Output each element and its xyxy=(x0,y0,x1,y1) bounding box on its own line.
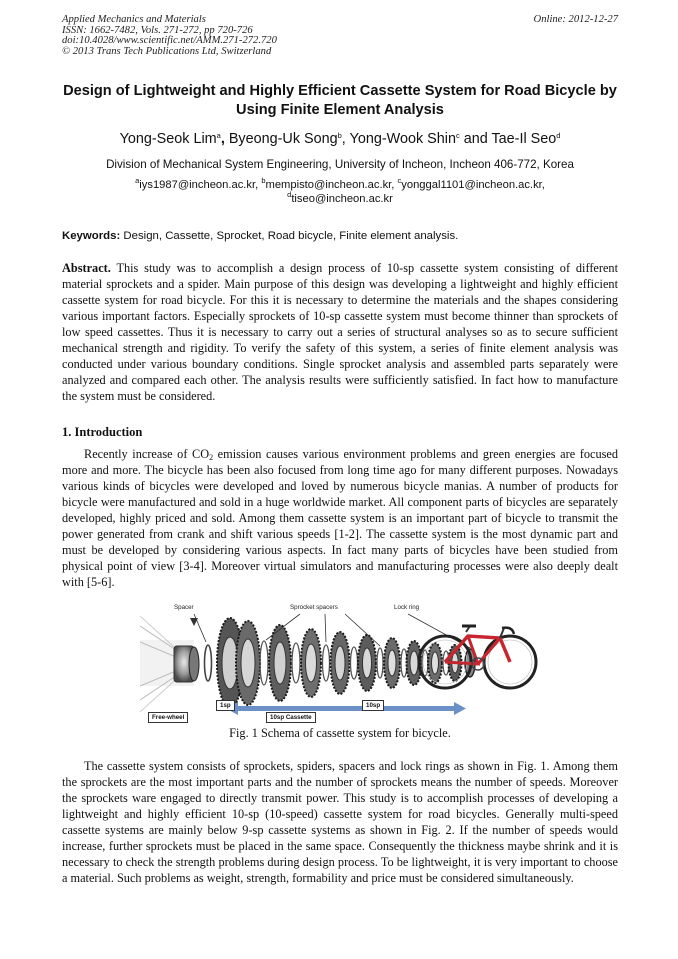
journal-name: Applied Mechanics and Materials xyxy=(62,14,206,25)
email-sup: b xyxy=(261,176,266,185)
label-10sp: 10sp xyxy=(362,700,384,711)
author-name: Tae-Il Seo xyxy=(491,131,557,147)
figure-caption: Fig. 1 Schema of cassette system for bicycle. xyxy=(229,726,451,740)
keywords-text: Design, Cassette, Sprocket, Road bicycle, Finite element analysis. xyxy=(123,230,459,242)
email-address[interactable]: iys1987@incheon.ac.kr xyxy=(139,179,256,191)
author-sup: b xyxy=(337,131,342,140)
intro-paragraph-2: The cassette system consists of sprockets, spiders, spacers and lock rings as shown in Fig. 1. Among them the sprockets are the most important parts and the number of sprockets means the number of speeds. Moreover the sprockets ware engaged to directly transmit power. This study is to accomplish processes of developing a lightweight and highly efficient 10-sp (10-speed) cassette system for road bicycles. Generally multi-speed cassette systems are mainly below 9-sp cassette systems as shown in Fig. 2. If the number of speeds would increase, further sprockets must be placed in the same space. Consequently the thickness maybe shrink and it is necessary to check the strength problems during design process. To be lightweight, it is very important to choose a material. Such problems as weight, strength, formability and price must be considered simultaneously. xyxy=(62,759,618,885)
author-list xyxy=(62,130,618,148)
label-lock-ring: Lock ring xyxy=(394,604,420,611)
online-date: Online: 2012-12-27 xyxy=(533,14,618,25)
free-wheel-hub xyxy=(140,616,199,712)
abstract-text: This study was to accomplish a design process of 10-sp cassette system consisting of different material sprockets and a spider. Main purpose of this design was developing a lightweight and highly efficient cassette system for road bicycle. For this it is necessary to determine the materials and the shapes considering various important factors. Especially sprockets of 10-sp cassette system must become thinner than sprockets of low speed cassettes. Thus it is necessary to carry out a series of structural analyses so as to secure sufficient mechanical strength and rigidity. To verify the safety of this system, a series of finite element analysis was conducted under various boundary conditions. Single sprocket analysis and assembled parts separately were analyzed and compared each other. The analysis results were sufficiently satisfied. In fact how to manufacture the system must be considered. xyxy=(62,261,618,403)
section-heading-introduction: 1. Introduction xyxy=(62,425,143,439)
paper-title: Design of Lightweight and Highly Efficient Cassette System for Road Bicycle by Using Finite Element Analysis xyxy=(63,83,617,118)
doi-line: doi:10.4028/www.scientific.net/AMM.271-272.720 xyxy=(62,35,277,47)
abstract-label: Abstract. xyxy=(62,261,111,275)
abstract xyxy=(62,260,618,404)
email-list: $^a$iys1987@incheon.ac.kr, $^b$mempisto@incheon.ac.kr, $^c$yonggal1101@incheon.ac.kr, $^d$tiseo@incheon.ac.kr xyxy=(135,176,545,205)
author-name: Byeong-Uk Song xyxy=(228,131,338,147)
intro-p1-start: Recently increase of CO xyxy=(84,447,210,461)
author-and: and xyxy=(459,131,492,147)
email-address[interactable]: mempisto@incheon.ac.kr xyxy=(265,179,392,191)
author-separator: , xyxy=(341,131,350,147)
spacer-ring xyxy=(205,645,212,681)
keywords xyxy=(62,229,618,244)
co2-subscript: 2 xyxy=(209,453,214,462)
speed-arrow xyxy=(226,702,466,715)
author-separator: , xyxy=(220,131,229,147)
keywords-label: Keywords: xyxy=(62,230,121,242)
copyright-line: © 2013 Trans Tech Publications Ltd, Switzerland xyxy=(62,45,272,57)
author-name: Yong-Seok Lim xyxy=(119,131,217,147)
author-name: Yong-Wook Shin xyxy=(349,131,456,147)
label-10sp-cassette: 10sp Cassette xyxy=(266,712,316,723)
affiliation: Division of Mechanical System Engineering, University of Incheon, Incheon 406-772, Korea xyxy=(106,158,574,171)
label-spacer: Spacer xyxy=(174,604,194,611)
label-1sp: 1sp xyxy=(216,700,235,711)
figure-cassette-schema xyxy=(140,602,542,724)
email-address[interactable]: yonggal1101@incheon.ac.kr xyxy=(401,179,542,191)
email-address[interactable]: tiseo@incheon.ac.kr xyxy=(291,192,393,205)
intro-p1-rest: emission causes various environment problems and green energies are focused more and more. The bicycle has been also focused from long time ago for many different purposes. Nowadays various kinds of bicycles were developed and loved by numerous bicycle manias. A number of products for bicycle were manufactured and sold in a huge worldwide market. All component parts of bicycles are separately developed, highly priced and sold. Among them cassette system is an important part of bicycle to transmit the power generated from crank and shift various speeds [1-2]. The cassette system is the most dynamic part and must be developed by considering various aspects. In fact many parts of bicycles have been studied from physical point of view [3-4]. Moreover virtual simulators and manufacturing processes were also deeply dealt with [5-6]. xyxy=(62,447,618,589)
issn-line: ISSN: 1662-7482, Vols. 271-272, pp 720-726 xyxy=(62,24,253,36)
email-sup: a xyxy=(135,176,140,185)
cassette-illustration xyxy=(140,602,542,724)
author-sup: d xyxy=(556,131,561,140)
label-free-wheel: Free-wheel xyxy=(148,712,188,723)
author-sup: c xyxy=(455,131,460,140)
author-sup: a xyxy=(216,131,221,140)
label-sprocket-spacers: Sprocket spacers xyxy=(290,604,338,611)
email-sup: d xyxy=(287,189,292,199)
journal-header xyxy=(62,15,618,57)
intro-paragraph-1 xyxy=(62,446,618,590)
email-sup: c xyxy=(397,176,402,185)
sprocket-stack xyxy=(217,618,462,708)
